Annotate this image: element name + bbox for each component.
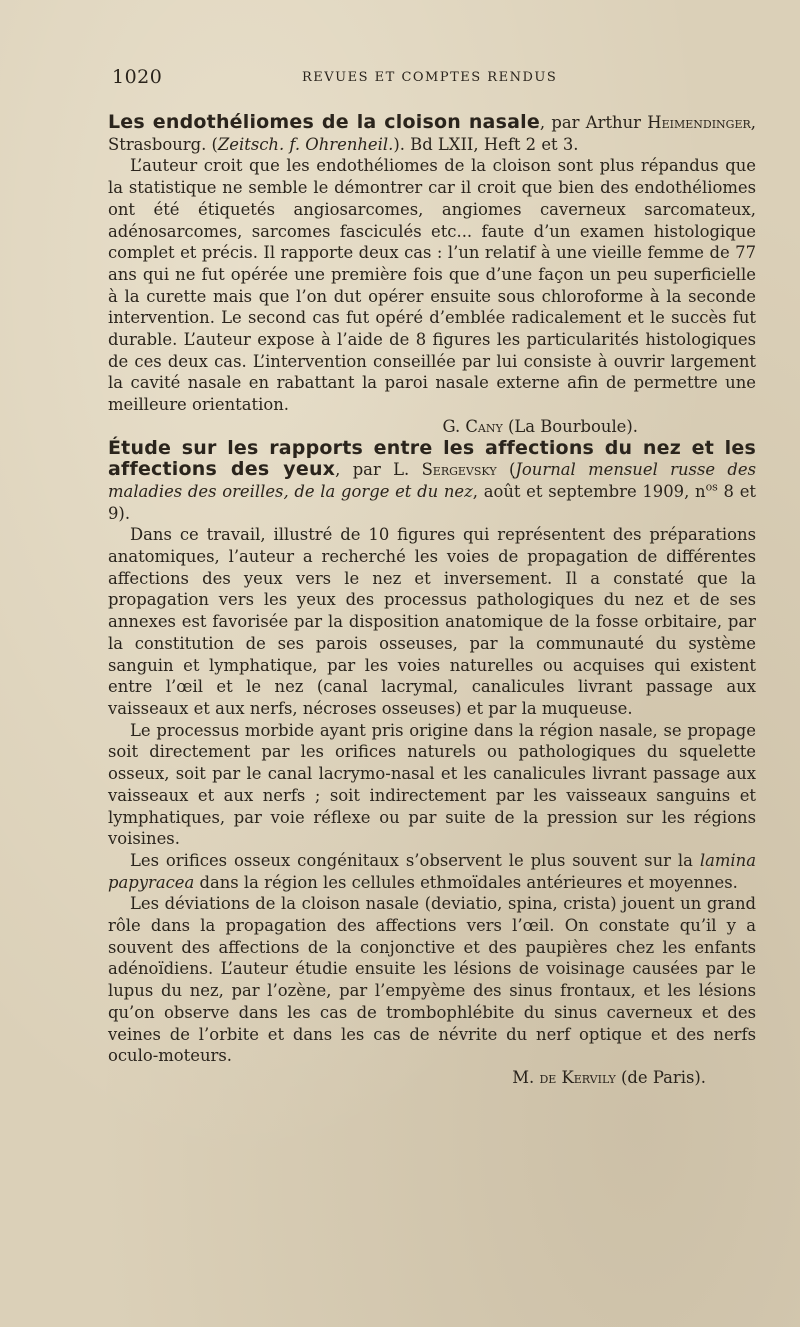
article-2-paragraph-4: Les déviations de la cloison nasale (deviatio, spina, crista) jouent un grand rôle dans la propagation des affections vers l’œil. On constate qu’il y a souvent des affections de la conjonctive et des paupières chez les enfants adénoïdiens. L’auteur étudie ensuite les lésions de voisinage causées par le lupus du nez, par l’ozène, par l’empyème des sinus frontaux, et les lésions qu’on observe dans les cas de trombophlébite du sinus caverneux et des veines de l’orbite et dans les cas de névrite du nerf optique et des nerfs oculo-moteurs. xyxy=(108,894,756,1066)
article-2-author: Sergevsky xyxy=(421,460,497,480)
article-2-citation-sup: os xyxy=(705,480,718,494)
article-1-signature-initial: G. xyxy=(442,416,466,436)
article-2-journal: Journal mensuel russe des maladies des oreilles, de la gorge et du nez xyxy=(108,460,757,501)
article-1-citation: ). Bd LXII, Heft 2 et 3. xyxy=(393,134,579,154)
article-2-citation-mid: , août et septembre 1909, n xyxy=(472,481,706,501)
article-2-paragraph-3-start: Les orifices osseux congénitaux s’observent le plus souvent sur la xyxy=(130,850,700,870)
article-2-signature-name: Kervily xyxy=(561,1067,616,1087)
article-2-paragraph-3 xyxy=(108,850,756,893)
article-2-title: Étude sur les rapports entre les affections du nez et les affections des yeux xyxy=(108,436,756,481)
article-2-after-author: ( xyxy=(496,460,516,480)
article-2-heading xyxy=(108,438,756,525)
article-2-signature-place: (de Paris). xyxy=(615,1067,706,1087)
article-1-author-prefix: , par Arthur xyxy=(539,113,648,132)
article-2-author-prefix: , par L. xyxy=(335,460,422,480)
article-2-signature-initial: M. xyxy=(512,1067,540,1087)
article-1-author: Heimendinger xyxy=(647,113,751,132)
page-body xyxy=(108,112,756,1089)
article-2-paragraph-3-italic: lamina papyracea xyxy=(108,850,756,892)
article-1-signature-name: Cany xyxy=(465,416,503,436)
article-1-after-author: , Strasbourg. ( xyxy=(108,113,756,154)
article-1-signature xyxy=(108,416,756,438)
article-1-signature-place: (La Bourboule). xyxy=(502,416,638,436)
article-1-journal: Zeitsch. f. Ohrenheil. xyxy=(217,134,394,154)
page-number: 1020 xyxy=(112,66,163,88)
article-2-paragraph-2: Le processus morbide ayant pris origine dans la région nasale, se propage soit directement par les orifices naturels ou pathologiques du squelette osseux, soit par le canal lacrymo-nasal et les canalicules livrant passage aux vaisseaux et aux nerfs ; soit indirectement par les vaisseaux sanguins et lymphatiques, par voie réflexe ou par suite de la pression sur les régions voisines. xyxy=(108,720,756,849)
article-2-paragraph-1: Dans ce travail, illustré de 10 figures qui représentent des préparations anatomiques, l’auteur a recherché les voies de propagation de différentes affections des yeux vers le nez et inversement. Il a constaté que la propagation vers les yeux des processus pathologiques du nez et de ses annexes est favorisée par la disposition anatomique de la fosse orbitaire, par la constitution de ses parois osseuses, par la communauté du système sanguin et lymphatique, par les voies naturelles ou acquises qui existent entre l’œil et le nez (canal lacrymal, canalicules livrant passage aux vaisseaux et aux nerfs, nécroses osseuses) et par la muqueuse. xyxy=(108,525,756,718)
running-title: REVUES ET COMPTES RENDUS xyxy=(302,70,558,85)
article-1-heading xyxy=(108,112,756,155)
article-1-title: Les endothéliomes de la cloison nasale xyxy=(108,111,540,133)
page-header xyxy=(112,66,752,92)
article-1-body: L’auteur croit que les endothéliomes de la cloison sont plus répandus que la statistique ne semble le démontrer car il croit que bien des endothéliomes ont été étiquetés angiosarcomes, angiomes caverneux sarcomateux, adénosarcomes, sarcomes fasciculés etc... faute d’un examen histologique complet et précis. Il rapporte deux cas : l’un relatif à une vieille femme de 77 ans qui ne fut opérée une première fois que d’une façon un peu superficielle à la curette mais que l’on dut opérer ensuite sous chloroforme à la seconde intervention. Le second cas fut opéré d’emblée radicalement et le succès fut durable. L’auteur expose à l’aide de 8 figures les particularités histologiques de ces deux cas. L’intervention conseillée par lui consiste à ouvrir largement la cavité nasale en rabattant la paroi nasale externe afin de permettre une meilleure orientation. xyxy=(108,156,756,415)
article-2-paragraph-3-end: dans la région les cellules ethmoïdales antérieures et moyennes. xyxy=(194,872,738,892)
article-2-signature-de: de xyxy=(539,1067,562,1087)
article-2-citation-end: 8 et 9). xyxy=(108,481,756,523)
article-2-signature xyxy=(108,1067,756,1089)
